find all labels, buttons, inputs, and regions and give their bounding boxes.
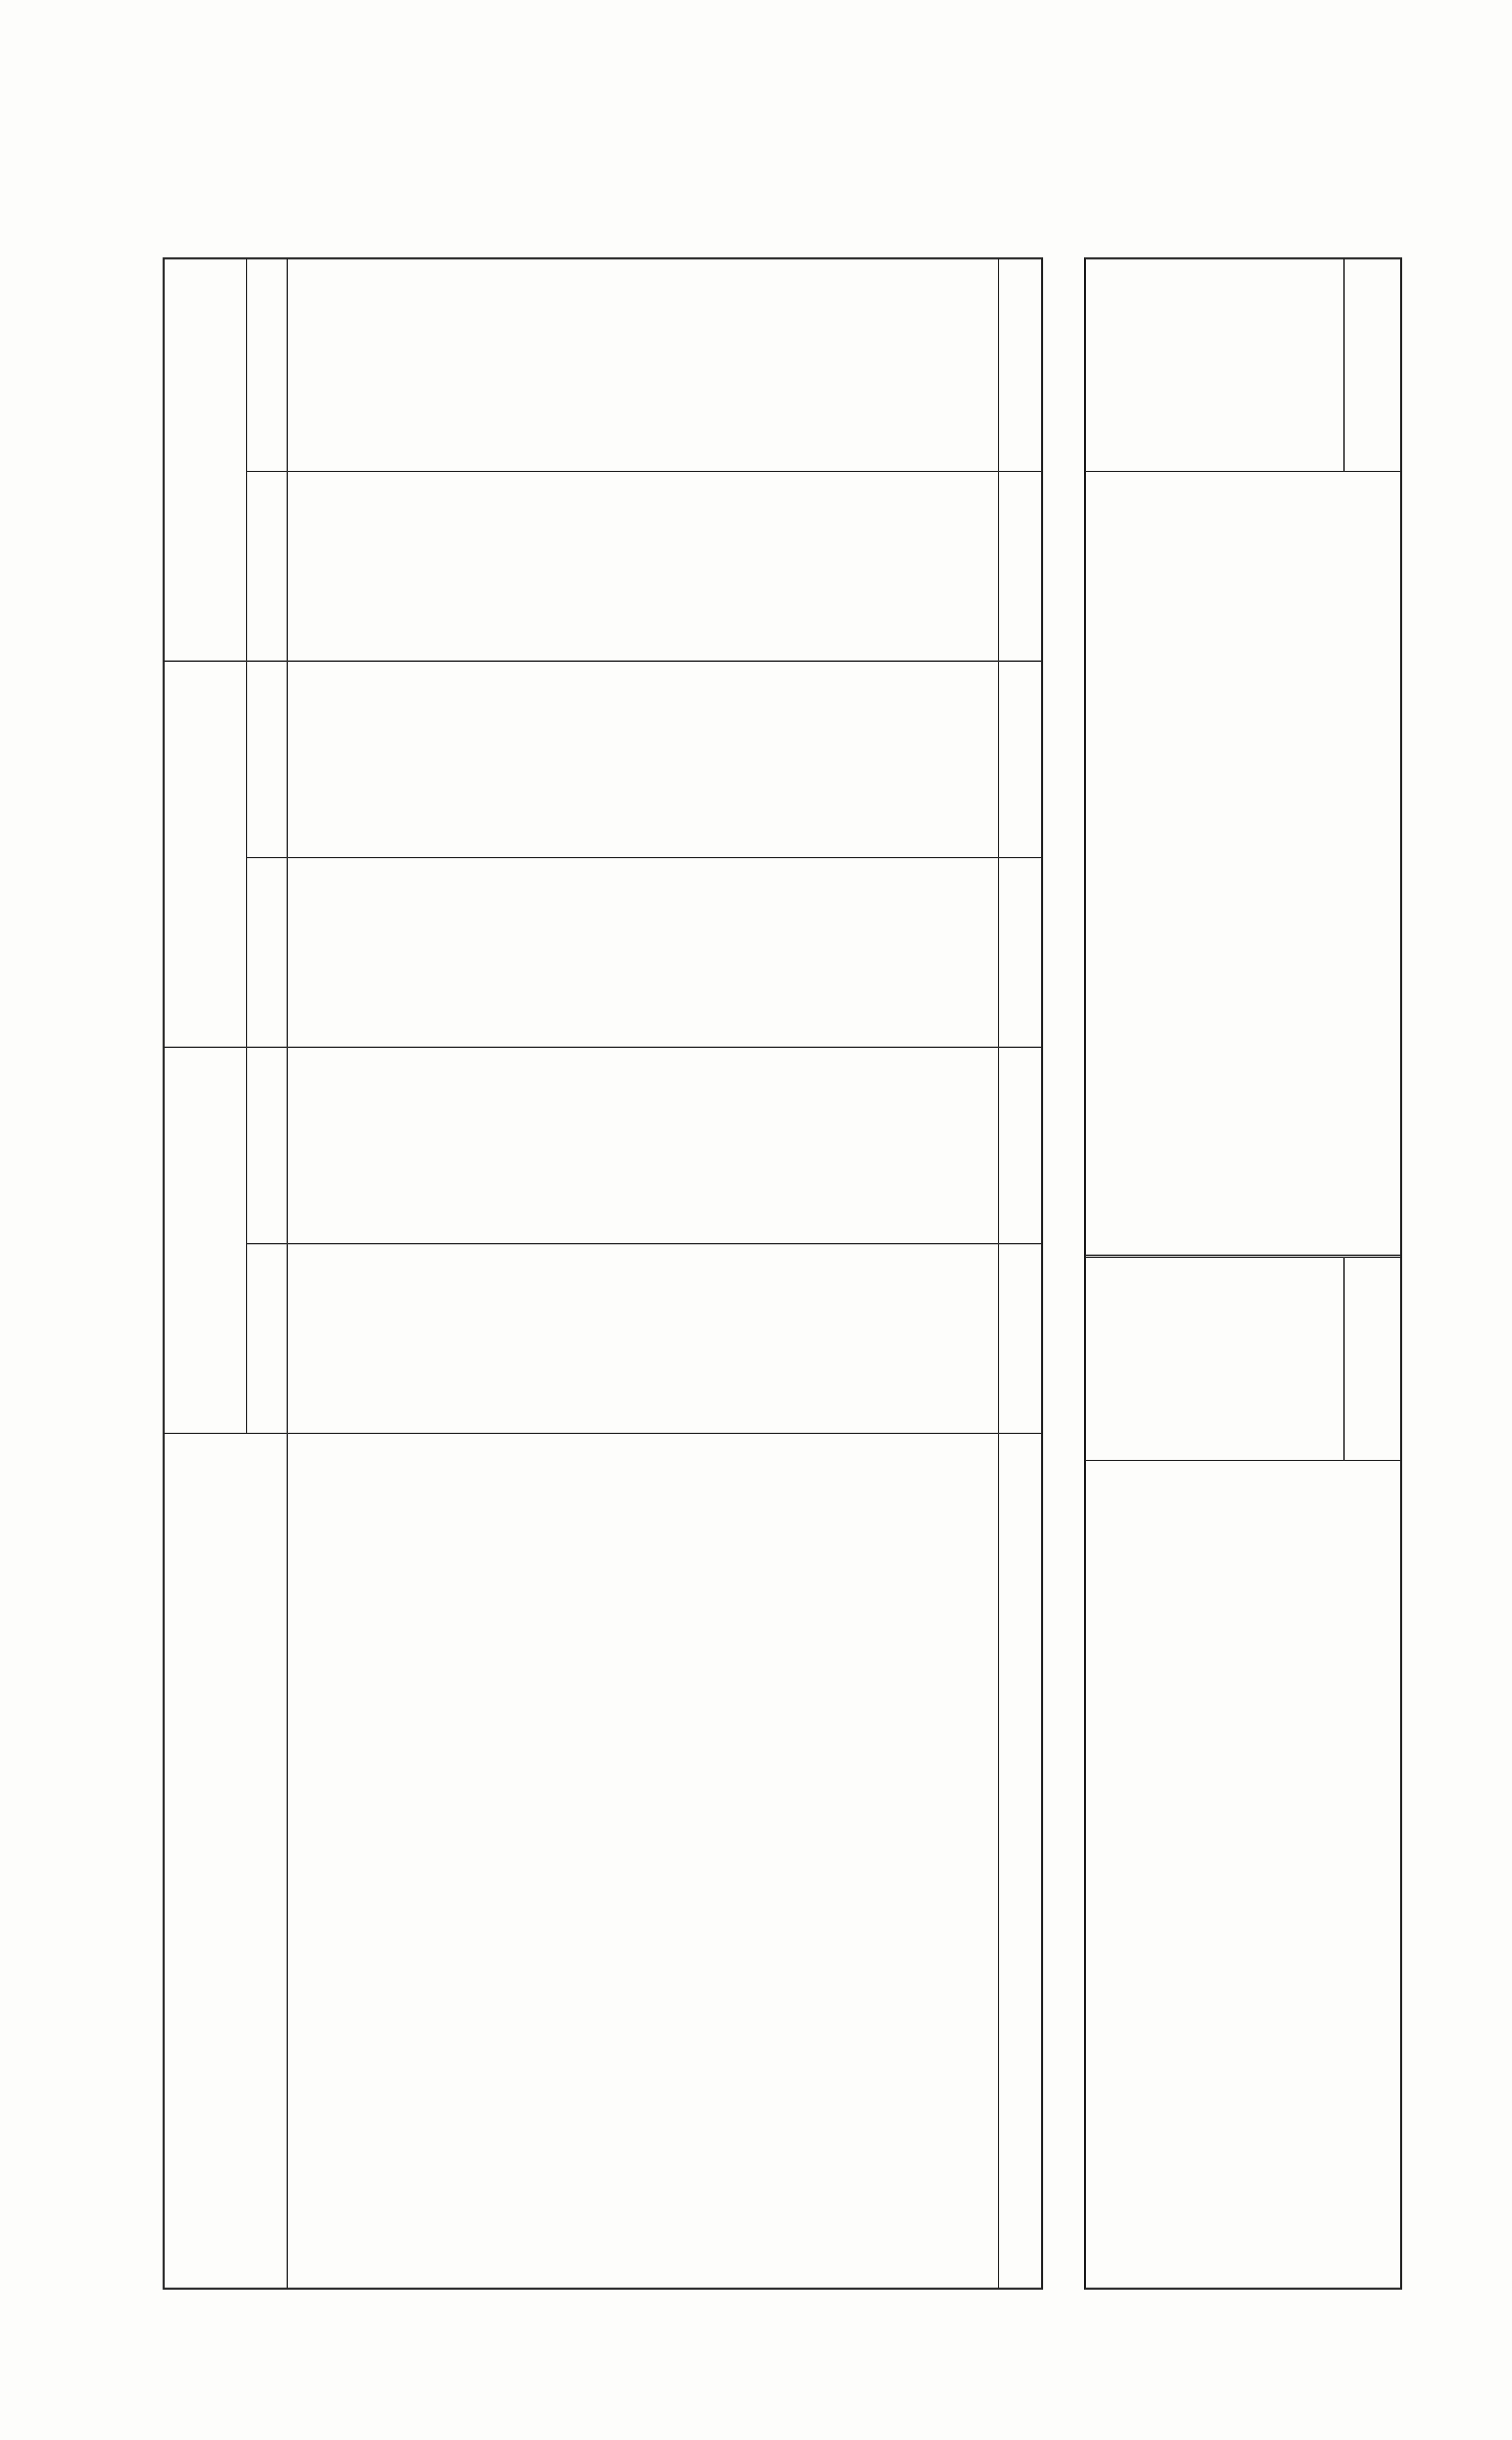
column-rule <box>165 1047 1041 1048</box>
summary-table <box>1084 257 1402 2290</box>
total-rule <box>1343 1258 1345 1461</box>
column-rule <box>165 1433 1041 1434</box>
public-debt-table <box>163 257 1043 2290</box>
column-rule <box>165 660 1041 662</box>
column-rule <box>246 1243 1041 1244</box>
column-rule <box>1086 1460 1400 1461</box>
rotated-balance-sheet <box>163 257 1436 2290</box>
column-rule <box>1086 471 1400 472</box>
totals-rule <box>998 259 999 2288</box>
column-rule <box>1086 1255 1400 1258</box>
total-rule <box>1343 259 1345 472</box>
header-rule <box>246 259 247 1434</box>
column-rule <box>246 471 1041 472</box>
header-rule <box>287 259 288 2288</box>
column-rule <box>246 857 1041 858</box>
